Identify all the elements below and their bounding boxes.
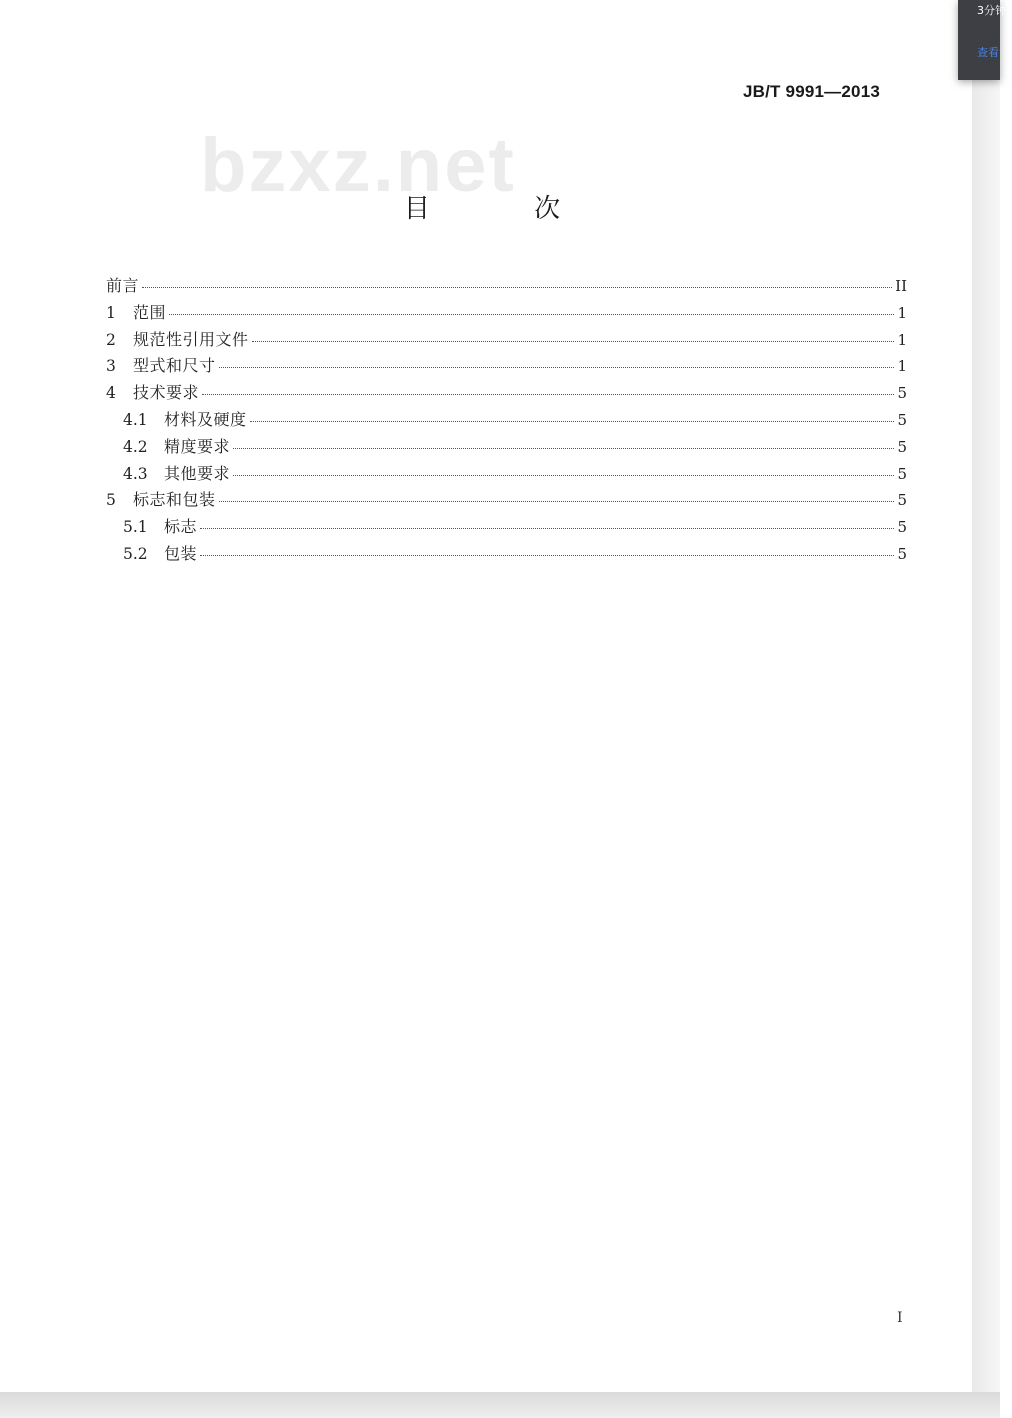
reading-time-popup[interactable] <box>958 0 1006 80</box>
toc-entry-4-2[interactable] <box>106 434 907 461</box>
toc-entry-number: 4.1 <box>123 410 148 429</box>
toc-entry-number: 4.3 <box>123 464 148 483</box>
toc-leader-dots <box>219 367 894 368</box>
toc-leader-dots <box>219 501 894 502</box>
toc-entry-number: 3 <box>106 357 116 376</box>
toc-entry-page: II <box>895 277 907 295</box>
toc-entry-page: 5 <box>897 410 907 429</box>
page-number: I <box>897 1310 903 1326</box>
toc-leader-dots <box>233 448 894 449</box>
toc-entry-number: 1 <box>106 303 116 322</box>
table-of-contents <box>106 273 907 568</box>
toc-entry-foreword[interactable] <box>106 273 907 300</box>
toc-entry-label: 前言 <box>106 276 140 295</box>
toc-entry-number: 5.2 <box>123 544 148 563</box>
toc-entry-5[interactable] <box>106 487 907 514</box>
toc-entry-label: 标志和包装 <box>133 490 216 510</box>
toc-leader-dots <box>169 314 894 315</box>
toc-entry-number: 5 <box>106 491 116 510</box>
toc-entry-label: 标志 <box>164 517 198 537</box>
toc-entry-number: 4.2 <box>123 437 148 456</box>
toc-entry-label: 规范性引用文件 <box>133 329 249 349</box>
toc-entry-number: 2 <box>106 330 116 349</box>
toc-entry-label: 型式和尺寸 <box>133 356 216 376</box>
toc-entry-5-1[interactable] <box>106 514 907 541</box>
viewer-bottom-margin <box>0 1392 1000 1418</box>
toc-entry-page: 5 <box>897 437 907 456</box>
toc-title: 目 次 <box>403 194 609 224</box>
toc-leader-dots <box>200 555 894 556</box>
toc-entry-label: 包装 <box>164 543 198 563</box>
toc-leader-dots <box>202 394 894 395</box>
toc-entry-4[interactable] <box>106 380 907 407</box>
toc-entry-label: 范围 <box>133 302 167 322</box>
toc-entry-1[interactable] <box>106 300 907 327</box>
toc-entry-4-1[interactable] <box>106 407 907 434</box>
toc-entry-page: 5 <box>897 464 907 483</box>
toc-entry-page: 5 <box>897 544 907 563</box>
toc-entry-label: 其他要求 <box>164 463 231 483</box>
toc-leader-dots <box>142 287 892 288</box>
reading-time-text: 3分钟 <box>977 4 1006 17</box>
toc-entry-label: 精度要求 <box>164 436 231 456</box>
toc-entry-3[interactable] <box>106 353 907 380</box>
toc-entry-number: 4 <box>106 384 116 403</box>
toc-entry-page: 5 <box>897 384 907 403</box>
toc-leader-dots <box>200 528 894 529</box>
toc-entry-page: 1 <box>897 357 907 376</box>
toc-entry-label: 材料及硬度 <box>164 409 247 429</box>
viewer-right-margin <box>972 0 1000 1418</box>
toc-entry-page: 5 <box>897 491 907 510</box>
toc-entry-5-2[interactable] <box>106 541 907 568</box>
toc-entry-2[interactable] <box>106 327 907 354</box>
toc-entry-page: 1 <box>897 330 907 349</box>
toc-leader-dots <box>252 341 894 342</box>
toc-leader-dots <box>233 475 894 476</box>
toc-entry-label: 技术要求 <box>133 383 200 403</box>
view-link[interactable]: 查看 <box>977 46 999 59</box>
watermark: bzxz.net <box>200 123 516 208</box>
toc-entry-number: 5.1 <box>123 518 148 537</box>
toc-entry-4-3[interactable] <box>106 461 907 488</box>
toc-leader-dots <box>250 421 894 422</box>
standard-code: JB/T 9991—2013 <box>743 82 880 101</box>
toc-entry-page: 1 <box>897 303 907 322</box>
toc-entry-page: 5 <box>897 518 907 537</box>
